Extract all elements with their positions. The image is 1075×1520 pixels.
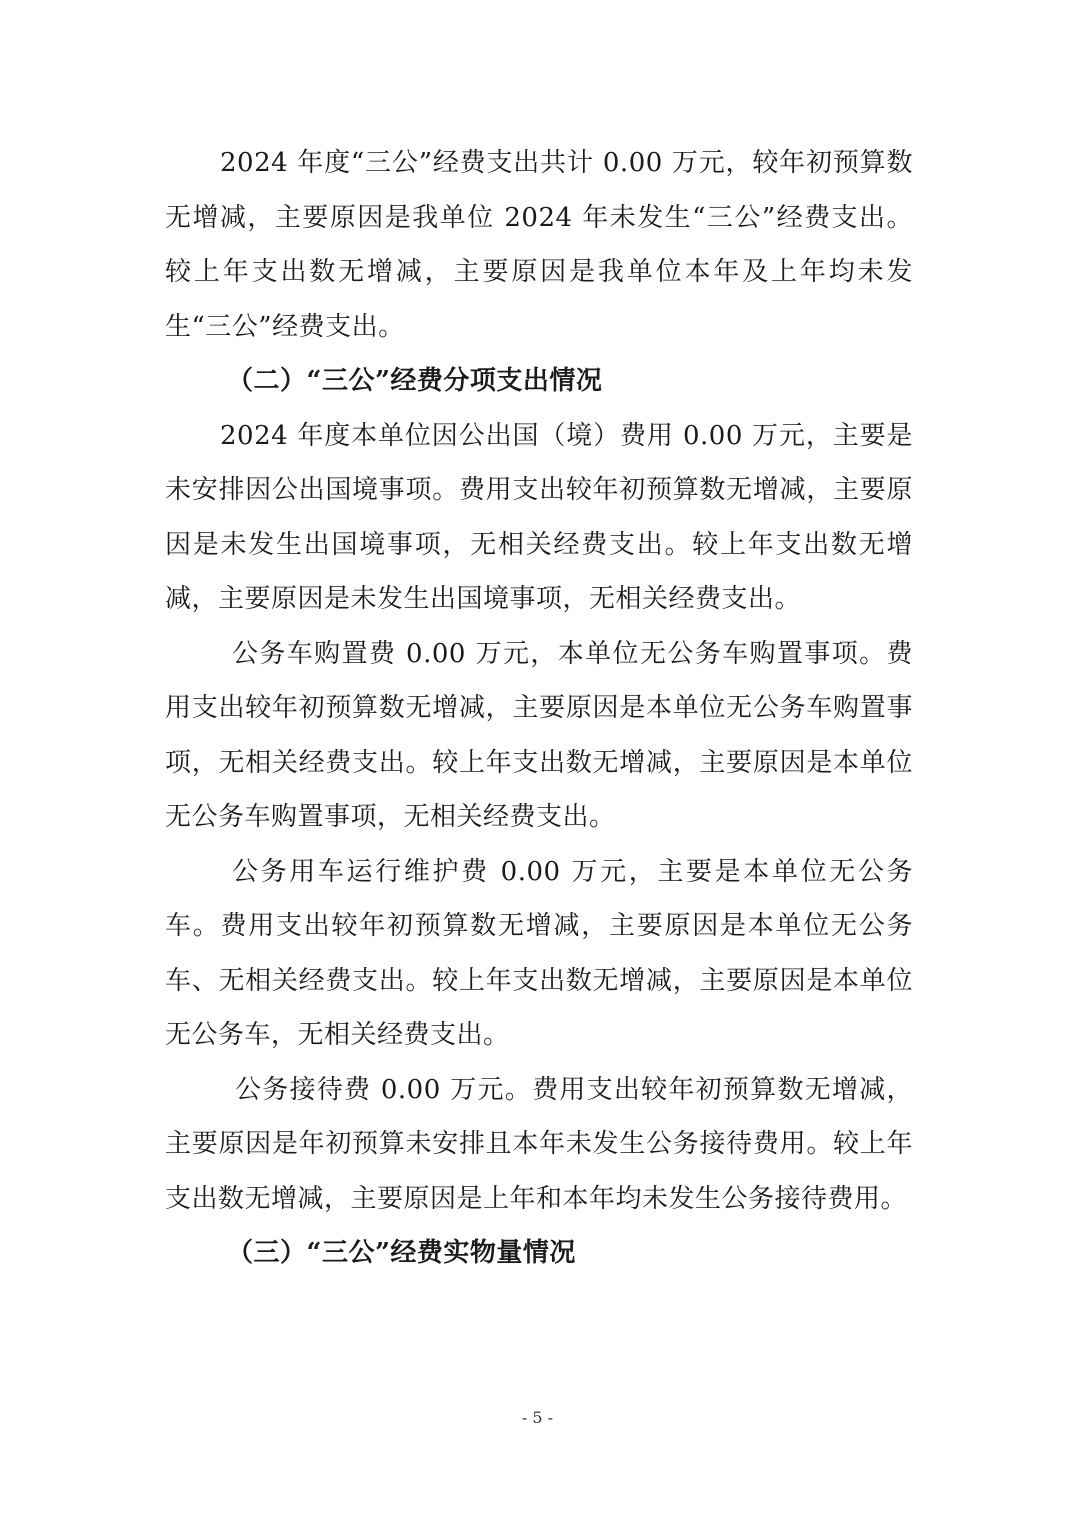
section-heading-itemized: （二）“三公”经费分项支出情况 — [227, 366, 603, 396]
paragraph-overseas-travel: 2024 年度本单位因公出国（境）费用 0.00 万元，主要是未安排因公出国境事项。费用支出较年初预算数无增减，主要原因是未发生出国境事项，无相关经费支出。较上年支出数无增减，主要原因是未发生出国境事项，无相关经费支出。 — [165, 420, 913, 614]
paragraph-total-expenditure: 2024 年度“三公”经费支出共计 0.00 万元，较年初预算数无增减，主要原因是我单位 2024 年未发生“三公”经费支出。较上年支出数无增减，主要原因是我单位本年及上年均未发生“三公”经费支出。 — [165, 148, 913, 342]
paragraph-vehicle-maintenance: 公务用车运行维护费 0.00 万元，主要是本单位无公务车。费用支出较年初预算数无增减，主要原因是本单位无公务车、无相关经费支出。较上年支出数无增减，主要原因是本单位无公务车，无相关经费支出。 — [165, 856, 913, 1050]
page-number: - 5 - — [521, 1408, 554, 1427]
document-body — [165, 136, 913, 1281]
paragraph-reception: 公务接待费 0.00 万元。费用支出较年初预算数无增减，主要原因是年初预算未安排且本年未发生公务接待费用。较上年支出数无增减，主要原因是上年和本年均未发生公务接待费用。 — [165, 1074, 913, 1214]
section-heading-physical-quantity: （三）“三公”经费实物量情况 — [227, 1238, 576, 1268]
paragraph-vehicle-purchase: 公务车购置费 0.00 万元，本单位无公务车购置事项。费用支出较年初预算数无增减，主要原因是本单位无公务车购置事项，无相关经费支出。较上年支出数无增减，主要原因是本单位无公务车购置事项，无相关经费支出。 — [165, 638, 913, 832]
